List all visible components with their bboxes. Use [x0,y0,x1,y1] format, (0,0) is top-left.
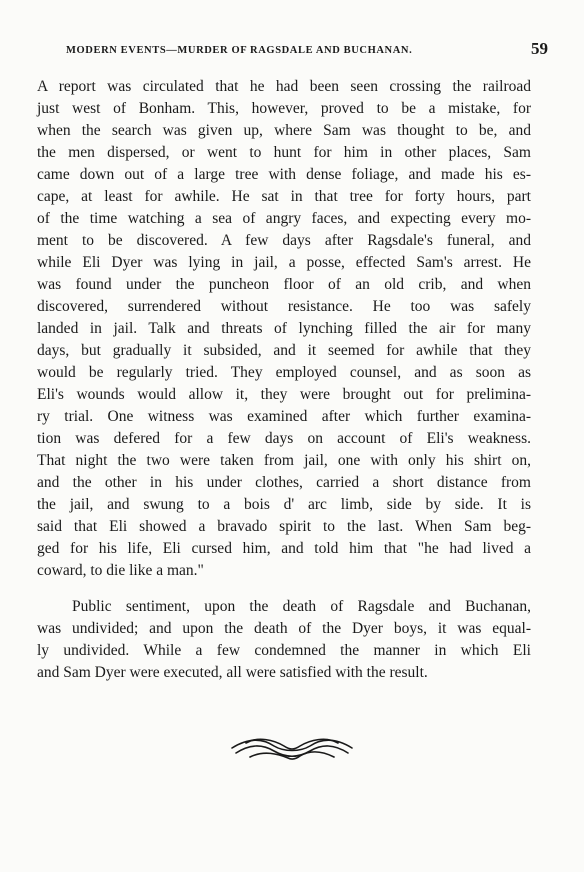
text-line: ry trial. One witness was examined after which further examina- [37,408,531,425]
text-line: the jail, and swung to a bois d' arc limb, side by side. It is [37,496,531,513]
text-line: coward, to die like a man." [37,562,204,579]
text-line: ly undivided. While a few condemned the manner in which Eli [37,642,531,659]
text-line: when the search was given up, where Sam was thought to be, and [37,122,531,139]
text-line: and the other in his under clothes, carried a short distance from [37,474,531,491]
text-line: cape, at least for awhile. He sat in that tree for forty hours, part [37,188,531,205]
page-number: 59 [531,39,548,58]
decorative-scroll-icon [228,734,356,762]
text-line: just west of Bonham. This, however, proved to be a mistake, for [37,100,531,117]
text-line: the men dispersed, or went to hunt for him in other places, Sam [37,144,531,161]
text-line: Eli's wounds would allow it, they were brought out for prelimina- [37,386,531,403]
running-head-title: MODERN EVENTS—MURDER OF RAGSDALE AND BUCHANAN. [66,45,413,56]
text-line: discovered, surrendered without resistance. He too was safely [37,298,531,315]
text-line: said that Eli showed a bravado spirit to the last. When Sam beg- [37,518,531,535]
text-line: came down out of a large tree with dense foliage, and made his es- [37,166,531,183]
text-line: ged for his life, Eli cursed him, and told him that "he had lived a [37,540,531,557]
text-line: A report was circulated that he had been seen crossing the railroad [37,78,531,95]
text-line: ment to be discovered. A few days after Ragsdale's funeral, and [37,232,531,249]
text-line: That night the two were taken from jail, one with only his shirt on, [37,452,531,469]
text-line: of the time watching a sea of angry faces, and expecting every mo- [37,210,531,227]
text-line: was found under the puncheon floor of an old crib, and when [37,276,531,293]
text-line: days, but gradually it subsided, and it seemed for awhile that they [37,342,531,359]
text-line: while Eli Dyer was lying in jail, a posse, effected Sam's arrest. He [37,254,531,271]
text-line: and Sam Dyer were executed, all were satisfied with the result. [37,664,428,681]
paragraph-first-line: Public sentiment, upon the death of Ragsdale and Buchanan, [72,598,531,615]
text-line: landed in jail. Talk and threats of lynching filled the air for many [37,320,531,337]
text-line: was undivided; and upon the death of the Dyer boys, it was equal- [37,620,531,637]
text-line: would be regularly tried. They employed counsel, and as soon as [37,364,531,381]
text-line: tion was defered for a few days on account of Eli's weakness. [37,430,531,447]
